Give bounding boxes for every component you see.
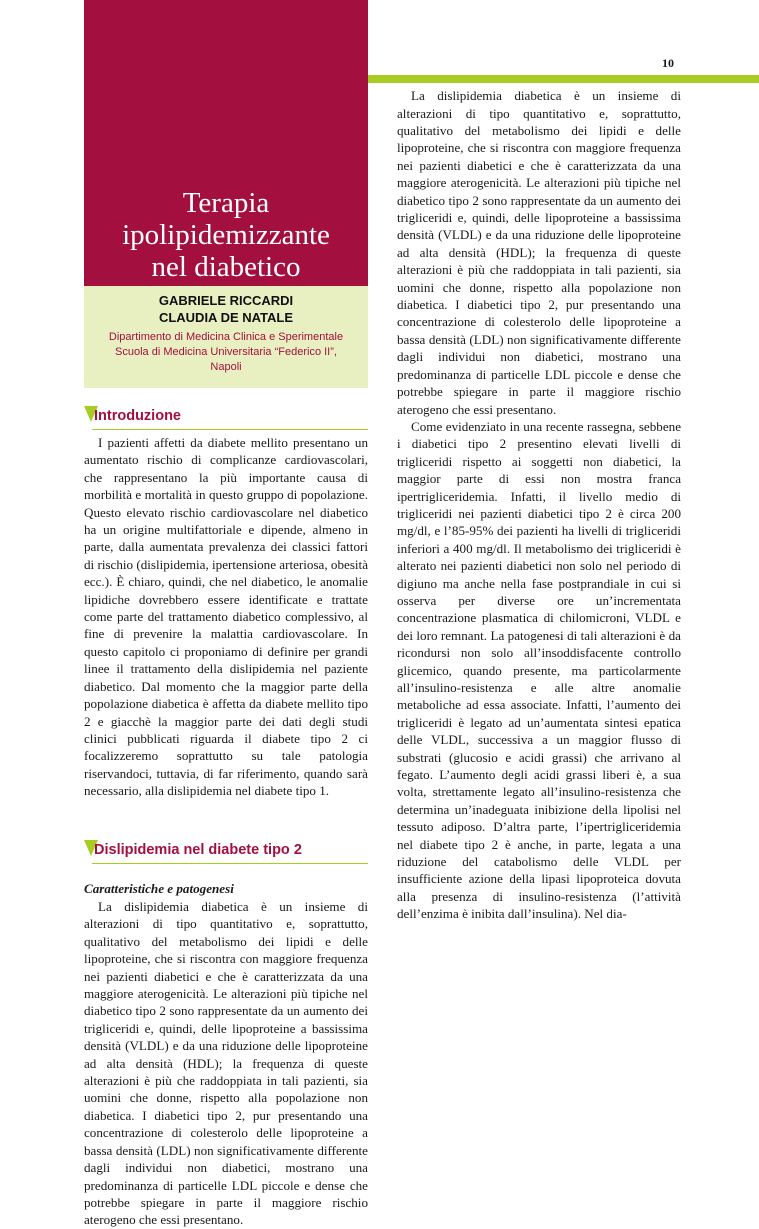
page-number: 10: [662, 56, 674, 70]
paragraph: Come evidenziato in una recente rassegna, sebbene i diabetici tipo 2 presentino elevati livelli di trigliceridi rispetto ai soggetti non diabetici, la maggior parte di essi non mostra franca ipertrigliceridemia. Infatti, il livello medio di trigliceridi nei pazienti diabetici tipo 2 è circa 200 mg/dl, e l’85-95% dei pazienti ha livelli di trigliceridi inferiori a 400 mg/dl. Il metabolismo dei trigliceridi è alterato nei pazienti diabetici non solo nel periodo di digiuno ma anche nella fase postprandiale in cui si osserva per diverse ore un’incrementata concentrazione plasmatica di chilomicroni, VLDL e dei loro remnant. La patogenesi di tali alterazioni è da ricondursi non solo all’insoddisfacente controllo glicemico, quando presente, ma particolarmente all’insulino-resistenza e alle altre anomalie metaboliche ad essa associate. Infatti, l’aumento dei trigliceridi è legato ad un’aumentata sintesi epatica delle VLDL, successiva a un maggior flusso di substrati (glucosio e acidi grassi) che arrivano al fegato. L’aumento degli acidi grassi liberi è, a sua volta, strettamente legato all’insulino-resistenza che determina un’inadeguata inibizione della lipolisi nel tessuto adiposo. D’altra parte, l’ipertrigliceridemia nel diabete tipo 2 è anche, in parte, legata a una riduzione del catabolismo delle VLDL per insufficiente azione della lipasi lipoproteica dovuta alla presenza di insulino-resistenza (l’attività dell’enzima è inibita dall’insulina). Nel dia-: [397, 418, 681, 922]
section2-start: [84, 880, 368, 897]
affiliation-line: Napoli: [210, 361, 242, 373]
title-line: Terapia: [182, 187, 270, 219]
title-line: ipolipidemizzante: [122, 219, 330, 251]
header-bar: [368, 75, 759, 83]
paragraph: La dislipidemia diabetica è un insieme di alterazioni di tipo quantitativo e, soprattutto, qualitativo del metabolismo dei lipidi e delle lipoproteine, che si riscontra con maggiore frequenza nei pazienti diabetici e che è caratterizzata da una maggiore aterogenicità. Le alterazioni più tipiche nel diabetico tipo 2 sono rappresentate da un aumento dei trigliceridi e, quindi, delle lipoproteine a bassissima densità (VLDL) e da una riduzione delle lipoproteine ad alta densità (HDL); la frequenza di queste alterazioni è più che raddoppiata in tali pazienti, sia uomini che donne, rispetto alla popolazione non diabetica. I diabetici tipo 2, pur presentando una concentrazione di colesterolo delle lipoproteine a bassa densità (LDL) non significativamente differente dagli individui non diabetici, mostrano una predominanza di particelle LDL piccole e dense che potrebbe spiegare in parte il maggiore rischio aterogeno che essi presentano.: [84, 899, 368, 1228]
author-name: GABRIELE RICCARDI: [158, 293, 294, 308]
affiliation-line: Scuola di Medicina Universitaria “Federico II”,: [115, 346, 337, 358]
section-heading-dislipidemia: [84, 842, 368, 858]
text-column-left: [84, 898, 368, 1228]
title-line: nel diabetico: [151, 251, 301, 283]
text-column-right: [397, 88, 681, 932]
author-name: CLAUDIA DE NATALE: [158, 310, 294, 325]
heading-rule: [92, 863, 368, 864]
heading-text: Dislipidemia nel diabete tipo 2: [94, 842, 302, 858]
section-heading-introduzione: [84, 408, 368, 424]
paragraph: La dislipidemia diabetica è un insieme di alterazioni di tipo quantitativo e, soprattutto, qualitativo del metabolismo dei lipidi e delle lipoproteine, che si riscontra con maggiore frequenza nei pazienti diabetici e che è caratterizzata da una maggiore aterogenicità. Le alterazioni più tipiche nel diabetico tipo 2 sono rappresentate da un aumento dei trigliceridi e, quindi, delle lipoproteine a bassissima densità (VLDL) e da una riduzione delle lipoproteine ad alta densità (HDL); la frequenza di queste alterazioni è più che raddoppiata in tali pazienti, sia uomini che donne, rispetto alla popolazione non diabetica. I diabetici tipo 2, pur presentando una concentrazione di colesterolo delle lipoproteine a bassa densità (LDL) non significativamente differente dagli individui non diabetici, mostrano una predominanza di particelle LDL piccole e dense che potrebbe spiegare in parte il maggiore rischio aterogeno che essi presentano.: [397, 88, 681, 417]
subheading: Caratteristiche e patogenesi: [84, 881, 234, 896]
intro-text: [84, 434, 368, 800]
heading-rule: [92, 429, 368, 430]
affiliation: [84, 330, 368, 375]
heading-text: Introduzione: [94, 408, 181, 424]
authors: [84, 292, 368, 326]
paragraph: I pazienti affetti da diabete mellito presentano un aumentato rischio di complicanze cardiovascolari, che rappresentano la più importante causa di morbilità e mortalità in questo gruppo di popolazione. Questo elevato rischio cardiovascolare nel diabetico ha un origine multifattoriale e dipende, almeno in parte, dalla aumentata prevalenza dei classici fattori di rischio (dislipidemia, ipertensione arteriosa, obesità ecc.). È chiaro, quindi, che nel diabetico, le anomalie lipidiche dovrebbero essere identificate e trattate come parte del trattamento diabetico complessivo, al fine di prevenire la malattia cardiovascolare. In questo capitolo ci proponiamo di definire per grandi linee il trattamento della dislipidemia nel paziente diabetico. Dal momento che la maggior parte della popolazione diabetica è affetta da diabete mellito tipo 2 e giacchè la maggior parte dei dati degli studi clinici pubblicati riguarda il diabete tipo 2 ci focalizzeremo soprattutto su tale patologia riservandoci, tuttavia, di far riferimento, quando sarà necessario, alla dislipidemia nel diabete tipo 1.: [84, 435, 368, 799]
chapter-title: [84, 187, 368, 283]
affiliation-line: Dipartimento di Medicina Clinica e Sperimentale: [108, 331, 344, 343]
